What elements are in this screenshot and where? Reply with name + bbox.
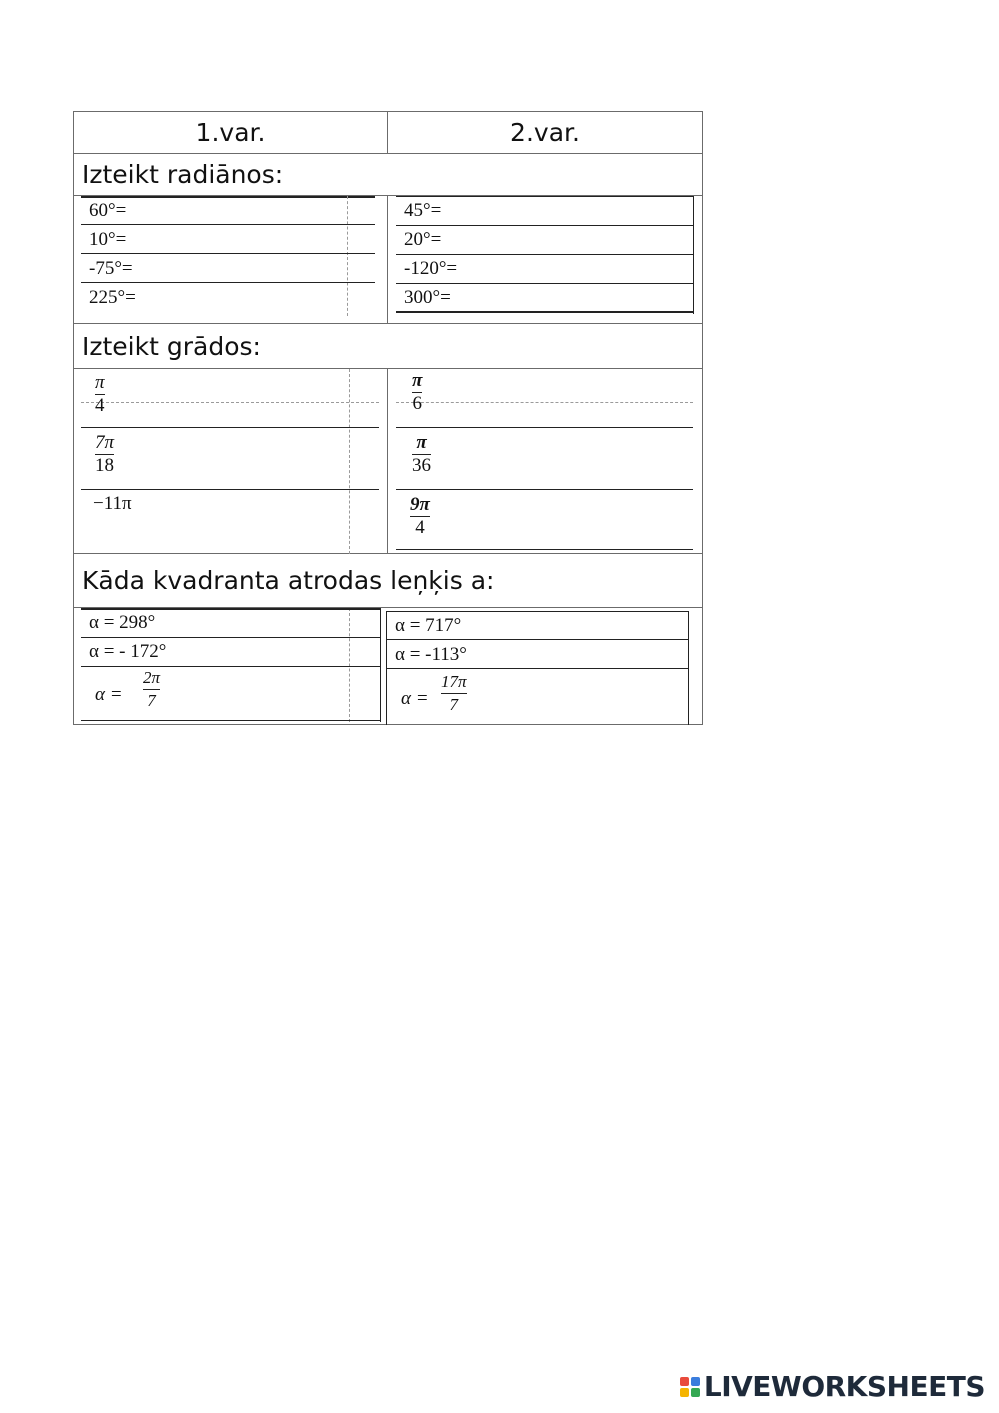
- radians-right-table: [396, 196, 694, 314]
- angle-item: -120°=: [404, 258, 458, 279]
- angle-item: α = -113°: [395, 644, 467, 665]
- fraction-item: 17π 7: [441, 672, 467, 714]
- fraction-item: π 6: [412, 370, 423, 414]
- fraction-item: π 36: [412, 432, 431, 476]
- fraction-item: 9π 4: [410, 494, 430, 538]
- logo-text: LIVEWORKSHEETS: [703, 1370, 985, 1403]
- fraction-item: 7π 18: [95, 432, 115, 476]
- section-title: Izteikt grādos:: [82, 331, 261, 361]
- angle-item: 10°=: [89, 229, 127, 250]
- worksheet-table: [73, 111, 703, 725]
- angle-item: 60°=: [89, 200, 127, 221]
- variant-1-heading: 1.var.: [195, 118, 266, 147]
- variant-2-heading: 2.var.: [510, 118, 580, 147]
- radians-left-table: [81, 196, 375, 316]
- section-quadrant-title-row: [74, 554, 702, 608]
- angle-item: α = - 172°: [89, 641, 167, 662]
- quadrant-left-table: [81, 608, 381, 722]
- angle-item: 300°=: [404, 287, 451, 308]
- angle-item: 225°=: [89, 287, 136, 308]
- fraction-item: π 4: [95, 372, 105, 416]
- angle-item: −11π: [93, 493, 132, 514]
- section-degrees-title-row: [74, 324, 702, 369]
- angle-item: 45°=: [404, 200, 442, 221]
- liveworksheets-logo: [680, 1370, 985, 1403]
- section-title: Kāda kvadranta atrodas leņķis a:: [82, 566, 495, 595]
- fraction-item: 2π 7: [143, 668, 161, 710]
- quadrant-right-table: [386, 611, 689, 725]
- angle-item: -75°=: [89, 258, 133, 279]
- header-row: [74, 112, 702, 154]
- angle-item: 20°=: [404, 229, 442, 250]
- angle-prefix: α =: [401, 688, 429, 709]
- section-title: Izteikt radiānos:: [82, 160, 284, 189]
- section-radians-title-row: [74, 154, 702, 196]
- angle-item: α = 717°: [395, 615, 462, 636]
- section-degrees-content: [74, 369, 702, 554]
- angle-item: α = 298°: [89, 612, 156, 633]
- section-quadrant-content: [74, 608, 702, 724]
- degrees-right-table: [396, 369, 693, 554]
- section-radians-content: [74, 196, 702, 324]
- angle-prefix: α =: [95, 684, 123, 705]
- logo-icon: [680, 1377, 700, 1397]
- degrees-left-table: [81, 369, 379, 554]
